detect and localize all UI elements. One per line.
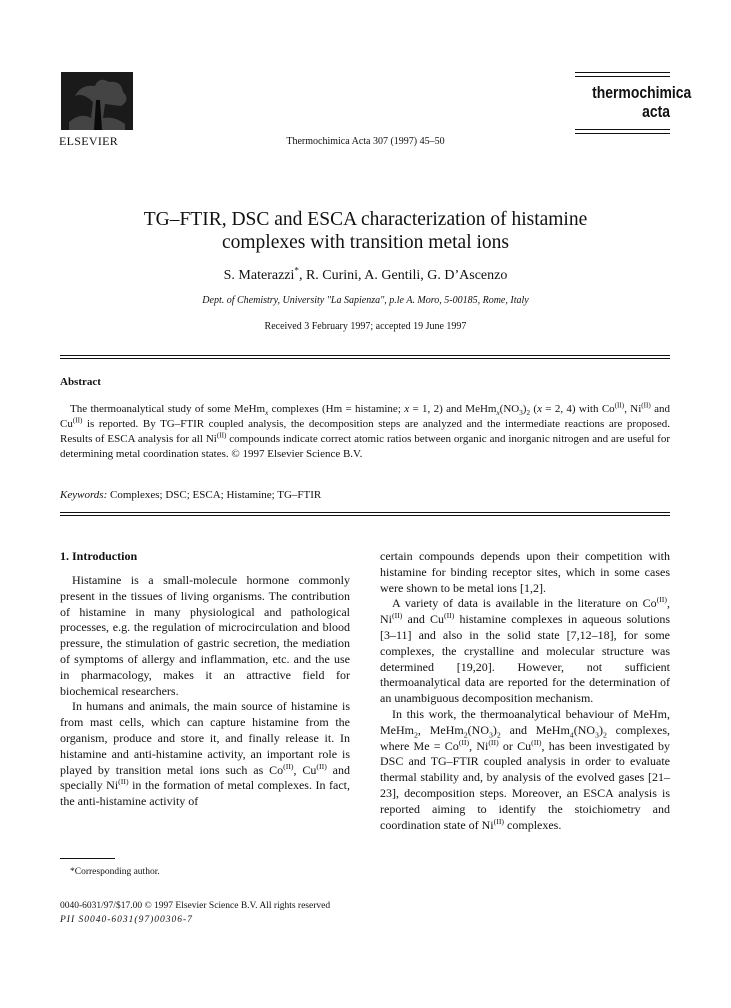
- journal-rule: [575, 129, 670, 130]
- section-heading: 1. Introduction: [60, 549, 138, 563]
- keywords-list: Complexes; DSC; ESCA; Histamine; TG–FTIR: [110, 489, 322, 501]
- journal-title-block: [575, 72, 692, 137]
- right-column: [380, 549, 670, 833]
- abstract-text: The thermoanalytical study of some MeHm$_x$ complexes (Hm = histamine; x = 1, 2) and $MeHm_x(NO_3)_2$ (x = 2, 4) with $Co^{(II)}$, $Ni^{(II)}$ and $Cu^{(II)}$ is reported. By TG–FTIR coupled analysis, the decomposition steps are analyzed and the intermediate reactions are proposed. Results of ESCA analysis for all $Ni^{(II)}$ compounds indicate correct atomic ratios between organic and inorganic nitrogen and are useful for determining metal coordination states. © 1997 Elsevier Science B.V.: [60, 401, 671, 460]
- author-rest: , R. Curini, A. Gentili, G. D’Ascenzo: [298, 268, 508, 283]
- journal-rule: [575, 72, 670, 73]
- paragraph: In this work, the thermoanalytical behaviour of MeHm, MeHm$_2$, $MeHm_2(NO_3)_2$ and $MeHm_4(NO_3)_2$ complexes, where $Me = Co^{(II)}$, $Ni^{(II)}$ or $Cu^{(II)}$, has been investigated by DSC and TG–FTIR coupled analysis in order to evaluate thermal stability and, by analysis of the evolved gases [21–23], decomposition steps. Moreover, an ESCA analysis is reported aiming to identify the stoichiometry and coordination state of $Ni^{(II)}$ complexes.: [380, 706, 671, 832]
- journal-rule: [575, 133, 670, 134]
- journal-name-line1: thermochimica: [592, 83, 692, 102]
- author-first: S. Materazzi: [223, 268, 295, 283]
- pii-line: PII S0040-6031(97)00306-7: [60, 915, 193, 925]
- article-title-line1: TG–FTIR, DSC and ESCA characterization of histamine: [143, 209, 588, 230]
- received-dates: Received 3 February 1997; accepted 19 June 1997: [264, 321, 467, 332]
- elsevier-logo: [61, 72, 133, 130]
- footnote: *Corresponding author.: [70, 867, 160, 877]
- journal-name-line2: acta: [642, 102, 670, 121]
- left-column: [60, 573, 350, 810]
- journal-rule: [575, 76, 670, 77]
- keywords: [60, 489, 321, 501]
- paragraph: A variety of data is available in the literature on $Co^{(II)}$, $Ni^{(II)}$ and $Cu^{(II)}$ histamine complexes in aqueous solutions [3–11] and also in the solid state [7,12–18], for some complexes, the crystalline and molecular structure was determined [19,20]. However, not sufficient thermoanalytical data are reported for the determination of an unambiguous decomposition mechanism.: [380, 595, 670, 706]
- copyright-line: 0040-6031/97/$17.00 © 1997 Elsevier Science B.V. All rights reserved: [60, 901, 331, 911]
- abstract-divider: [60, 512, 670, 513]
- paragraph: certain compounds depends upon their competition with histamine for binding receptor sites, which in some cases were shown to be metal ions [1,2].: [380, 549, 670, 595]
- article-title: [60, 208, 671, 254]
- footnote-rule: [60, 858, 115, 859]
- abstract-heading: Abstract: [60, 376, 101, 388]
- article-title-line2: complexes with transition metal ions: [221, 232, 510, 253]
- affiliation: Dept. of Chemistry, University "La Sapienza", p.le A. Moro, 5-00185, Rome, Italy: [202, 295, 529, 306]
- paragraph: Histamine is a small-molecule hormone commonly present in the tissues of living organisms. The contribution of histamine in many physiological and pathological processes, e.g. the regulation of microcirculation and blood pressure, the stimulation of gastric secretion, the mediation of symptoms of allergy and inflammation, etc. and the use in pharmacology, makes it an attractive field for biochemical researchers.: [60, 573, 350, 698]
- paragraph: In humans and animals, the main source of histamine is from mast cells, which can capture histamine from the organism, produce and store it, and finally release it. In histamine and anti-histamine activity, an important role is played by transition metal ions such as $Co^{(II)}$, $Cu^{(II)}$ and specially $Ni^{(II)}$ in the formation of metal complexes. In fact, the anti-histamine activity of: [60, 699, 351, 809]
- authors: [60, 265, 671, 284]
- journal-citation: Thermochimica Acta 307 (1997) 45–50: [286, 136, 445, 147]
- keywords-label: Keywords:: [60, 489, 108, 501]
- publisher-name: ELSEVIER: [59, 134, 119, 148]
- top-divider: [60, 355, 670, 356]
- corresponding-mark: *: [294, 265, 299, 276]
